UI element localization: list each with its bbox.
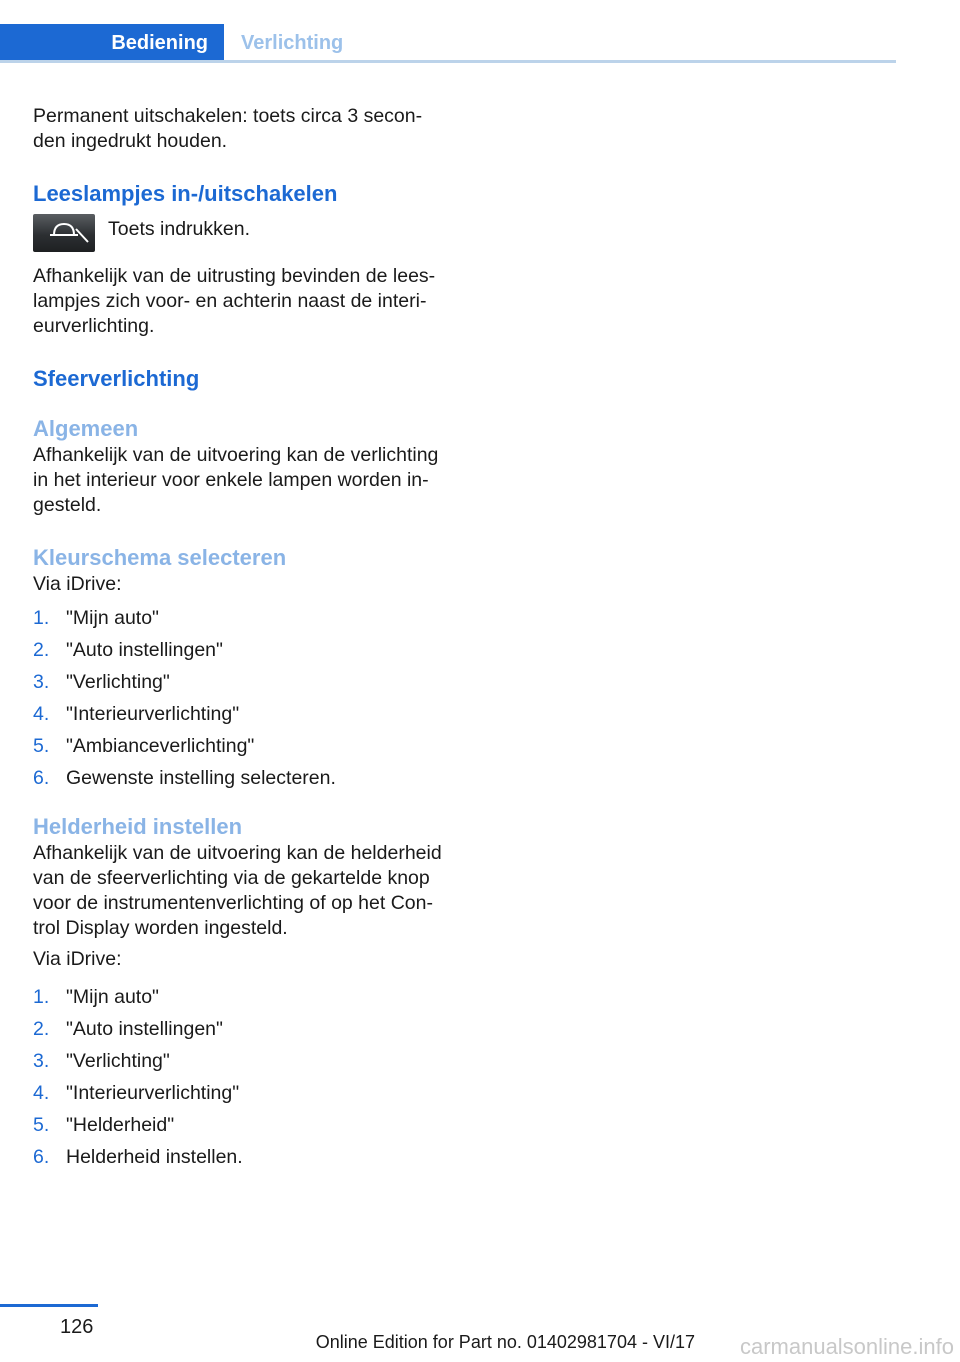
list-item: 2. "Auto instellingen" <box>33 639 223 661</box>
list-item: 6. Helderheid instellen. <box>33 1146 243 1168</box>
kleurschema-lead: Via iDrive: <box>33 573 122 595</box>
list-item: 6. Gewenste instelling selecteren. <box>33 767 336 789</box>
heading-kleurschema: Kleurschema selecteren <box>33 545 287 570</box>
algemeen-line-2: in het interieur voor enkele lampen worden in‐ <box>33 469 429 491</box>
list-item: 1. "Mijn auto" <box>33 986 159 1008</box>
button-instruction-text: Toets indrukken. <box>108 218 250 240</box>
list-item: 5. "Helderheid" <box>33 1114 175 1136</box>
tab-verlichting: Verlichting <box>241 32 344 54</box>
list-item: 5. "Ambianceverlichting" <box>33 735 255 757</box>
heading-sfeerverlichting: Sfeerverlichting <box>33 366 200 391</box>
page-header <box>0 24 896 63</box>
list-item: 2. "Auto instellingen" <box>33 1018 223 1040</box>
list-item: 3. "Verlichting" <box>33 671 170 693</box>
helderheid-line-1: Afhankelijk van de uitvoering kan de helderheid <box>33 842 442 864</box>
helderheid-line-4: trol Display worden ingesteld. <box>33 917 288 939</box>
kleurschema-steps <box>33 606 453 798</box>
list-item: 4. "Interieurverlichting" <box>33 703 240 725</box>
helderheid-lead: Via iDrive: <box>33 948 122 970</box>
section1-line-3: eurverlichting. <box>33 315 155 337</box>
helderheid-line-3: voor de instrumentenverlichting of op het Con‐ <box>33 892 433 914</box>
edition-text: Online Edition for Part no. 01402981704 - VI/17 <box>315 1332 695 1352</box>
main-content <box>33 104 453 1177</box>
algemeen-line-3: gesteld. <box>33 494 102 516</box>
heading-algemeen: Algemeen <box>33 416 139 441</box>
header-divider <box>0 60 896 63</box>
list-item: 3. "Verlichting" <box>33 1050 170 1072</box>
algemeen-line-1: Afhankelijk van de uitvoering kan de verlichting <box>33 444 439 466</box>
helderheid-steps <box>33 985 453 1177</box>
watermark: carmanualsonline.info <box>739 1334 954 1359</box>
intro-line-1: Permanent uitschakelen: toets circa 3 secon‐ <box>33 105 423 127</box>
heading-helderheid: Helderheid instellen <box>33 814 243 839</box>
list-item: 4. "Interieurverlichting" <box>33 1082 240 1104</box>
page-number: 126 <box>60 1316 94 1338</box>
footer-divider <box>0 1304 98 1307</box>
intro-line-2: den ingedrukt houden. <box>33 130 228 152</box>
button-instruction <box>33 208 453 260</box>
heading-leeslampjes: Leeslampjes in-/uitschakelen <box>33 181 338 206</box>
helderheid-line-2: van de sfeerverlichting via de gekartelde knop <box>33 867 430 889</box>
list-item: 1. "Mijn auto" <box>33 607 159 629</box>
tab-bediening: Bediening <box>0 24 224 62</box>
section1-line-2: lampjes zich voor- en achterin naast de interi‐ <box>33 290 427 312</box>
reading-light-icon <box>33 214 95 252</box>
section1-line-1: Afhankelijk van de uitrusting bevinden de lees‐ <box>33 265 436 287</box>
